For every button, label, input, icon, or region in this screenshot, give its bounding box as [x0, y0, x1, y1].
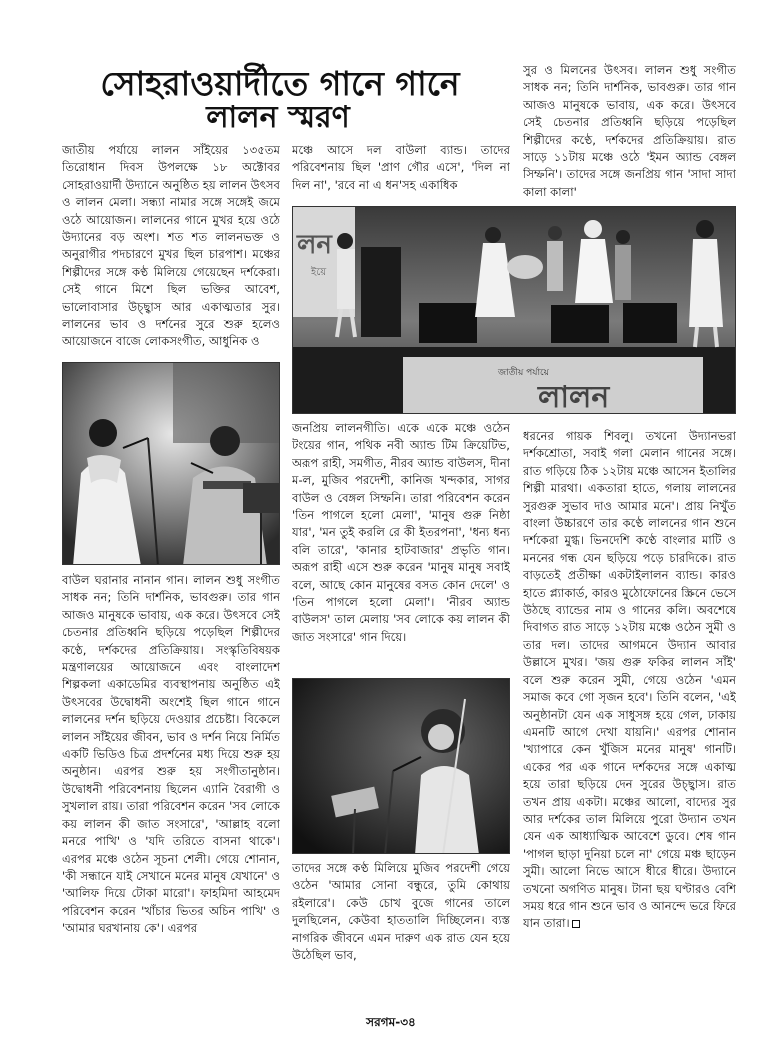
- headline-line-2: লালন স্মরণ: [206, 100, 350, 135]
- column-2-bottom-text: তাদের সঙ্গে কণ্ঠ মিলিয়ে মুজিব পরদেশী গেয়ে ওঠেন 'আমার সোনা বন্ধুরে, তুমি কোথায় রইলারে'। কেউ চোখ বুজে গানের তালে দুলছিলেন, কেউবা হাততালি দিচ্ছিলেন। ব্যস্ত নাগরিক জীবনে এমন দারুণ এক রাত যেন হয়ে উঠেছিল ভাব,: [292, 861, 510, 963]
- headline-line-1: সোহরাওয়ার্দীতে গানে গানে: [100, 64, 460, 103]
- banner-text-bottom-large: লালন: [538, 380, 610, 414]
- photo-female-singer-illustration: [293, 679, 510, 854]
- column-1-top-text: জাতীয় পর্যায়ে লালন সাঁইয়ের ১৩৫তম তিরোধান দিবস উপলক্ষে ১৮ অক্টোবর সোহরাওয়ার্দী উদ্যানে অনুষ্ঠিত হয় লালন উৎসব ও লালন মেলা। সন্ধ্যা নামার সঙ্গে সঙ্গেই জমে ওঠে আয়োজন। লালনের গানে মুখর হয়ে ওঠে উদ্যানের বড় অংশ। শত শত লালনভক্ত ও অনুরাগীর পদচারণে মুখর ছিল চারপাশ। মঞ্চের শিল্পীদের সঙ্গে কণ্ঠ মিলিয়ে গেয়েছেন দর্শকেরা। সেই গানে মিশে ছিল ভক্তির আবেশ, ভালোবাসার উচ্ছ্বাস আর একাত্মতার সুর। লালনের ভাব ও দর্শনের সুরে শুরু হলেও আয়োজনে বাজে লোকসংগীত, আধুনিক ও: [62, 143, 280, 349]
- column-2-middle-text: জনপ্রিয় লালনগীতি। একে একে মঞ্চে ওঠেন টংয়ের গান, পথিক নবী অ্যান্ড টিম ক্রিয়েটিভ, অরূপ রাহী, সমগীত, নীরব অ্যান্ড বাউলস, দীনা ম-ল, মুজিব পরদেশী, কানিজ খন্দকার, সাগর বাউল ও বেঙ্গল সিম্ফনি। তারা পরিবেশন করেন 'তিন পাগলে হলো মেলা', 'মানুষ গুরু নিষ্ঠা যার', 'মন তুই করলি রে কী ইতরপনা', 'ধন্য ধন্য বলি তারে', 'কানার হাটবাজার' প্রভৃতি গান। অরূপ রাহী এসে শুরু করেন 'মানুষ মানুষ সবাই বলে, আছে কোন মানুষের বসত কোন দেলে' ও 'তিন পাগলে হলো মেলা'। 'নীরব অ্যান্ড বাউলস' তাল মেলায় 'সব লোকে কয় লালন কী জাত সংসারে' গান দিয়ে।: [292, 421, 510, 644]
- photo-two-singers: [62, 362, 280, 565]
- column-1-bottom-text: বাউল ঘরানার নানান গান। লালন শুধু সংগীত সাধক নন; তিনি দার্শনিক, ভাবগুরু। তার গান আজও মানুষকে ভাবায়, এক করে। উৎসবে সেই চেতনার প্রতিধ্বনি ছড়িয়ে পড়েছিল শিল্পীদের কণ্ঠে, দর্শকদের প্রতিক্রিয়ায়। সংস্কৃতিবিষয়ক মন্ত্রণালয়ের আয়োজনে এবং বাংলাদেশ শিল্পকলা একাডেমির ব্যবস্থাপনায় অনুষ্ঠিত এই উৎসবের উদ্বোধনী অংশেই ছিল গানে গানে লালনের দর্শন ছড়িয়ে দেওয়ার প্রচেষ্টা। বিকেলে লালন সাঁইয়ের জীবন, ভাব ও দর্শন নিয়ে নির্মিত একটি ভিডিও চিত্র প্রদর্শনের মধ্য দিয়ে শুরু হয় অনুষ্ঠান। এরপর শুরু হয় সংগীতানুষ্ঠান। উদ্বোধনী পরিবেশনায় ছিলেন এ্যানি বৈরাগী ও সুখলাল রায়। তারা পরিবেশন করেন 'সব লোকে কয় লালন কী জাত সংসারে', 'আল্লাহ বলো মনরে পাখি' ও 'যদি তরিতে বাসনা থাকে'। এরপর মঞ্চে ওঠেন সূচনা শেলী। গেয়ে শোনান, 'কী সন্ধানে যাই সেখানে মনের মানুষ যেখানে' ও 'আলিফ দিয়ে টোকা মারো'। ফাহমিদা আহমেদ পরিবেশন করেন 'খাঁচার ভিতর অচিন পাখি' ও 'আমার ঘরখানায় কে'। এরপর: [62, 573, 280, 936]
- column-3-top-text: সুর ও মিলনের উৎসব। লালন শুধু সংগীত সাধক নন; তিনি দার্শনিক, ভাবগুরু। তার গান আজও মানুষকে ভাবায়, এক করে। উৎসবে সেই চেতনার প্রতিধ্বনি ছড়িয়ে পড়েছিল শিল্পীদের কণ্ঠে, দর্শকদের প্রতিক্রিয়ায়। রাত সাড়ে ১১টায় মঞ্চে ওঠে 'ইমন অ্যান্ড বেঙ্গল সিম্ফনি'। তাদের সঙ্গে জনপ্রিয় গান 'সাদা সাদা কালা কালা': [523, 63, 736, 199]
- column-2-top-text: মঞ্চে আসে দল বাউলা ব্যান্ড। তাদের পরিবেশনায় ছিল 'প্রাণ গৌর এসে', 'দিল না দিল না', 'রবে না এ ধন'সহ একাধিক: [292, 143, 510, 192]
- photo-two-singers-illustration: [63, 363, 280, 565]
- photo-band-illustration: [293, 207, 736, 414]
- photo-band-on-stage: [292, 206, 736, 414]
- end-mark-icon: [572, 920, 580, 928]
- banner-text-top-small: ইয়ে: [311, 267, 327, 278]
- page-footer: সরগম-৩৪: [366, 1015, 416, 1029]
- banner-text-top: লন: [297, 230, 332, 260]
- column-3-bottom-text: [523, 428, 736, 996]
- column-3-bottom-body: ধরনের গায়ক শিবলু। তখনো উদ্যানভরা দর্শকশ্রোতা, সবাই গলা মেলান গানের সঙ্গে। রাত গড়িয়ে ঠিক ১২টায় মঞ্চে আসেন ইতালির শিল্পী মারথা। একতারা হাতে, গলায় লালনের সুরগুরু সুভাব দাও আমার মনে'। প্রায় নিখুঁত বাংলা উচ্চারণে তার কণ্ঠে লালনের গান শুনে দর্শকেরা মুগ্ধ। ভিনদেশি কণ্ঠে বাংলার মাটি ও মননের গন্ধ যেন ছড়িয়ে পড়ে চারদিকে। রাত বাড়তেই প্রতীক্ষা একটাইলালন ব্যান্ড। কারও হাতে প্ল্যাকার্ড, কারও মুঠোফোনের স্ক্রিনে ভেসে উঠছে ব্যান্ডের নাম ও গানের কলি। অবশেষে দিবাগত রাত সাড়ে ১২টায় মঞ্চে ওঠেন সুমী ও তার দল। তাদের আগমনে উদ্যান আবার উল্লাসে মুখর। 'জয় গুরু ফকির লালন সাঁই' বলে শুরু করেন সুমী, গেয়ে ওঠেন 'এমন সমাজ কবে গো সৃজন হবে'। তিনি বলেন, 'এই অনুষ্ঠানটা যেন এক সাধুসঙ্গ হয়ে গেল, ঢাকায় এমনটি আগে দেখা যায়নি।' এরপর শোনান 'খ্যাপারে কেন খুঁজিস মনের মানুষ' গানটি। একের পর এক গানে দর্শকদের সঙ্গে একাত্ম হয়ে তারা ছড়িয়ে দেন সুরের উচ্ছ্বাস। রাত তখন প্রায় একটা। মঞ্চের আলো, বাদ্যের সুর আর দর্শকের তাল মিলিয়ে পুরো উদ্যান তখন যেন এক আধ্যাত্মিক আবেশে ডুবে। শেষ গান 'পাগল ছাড়া দুনিয়া চলে না' গেয়ে মঞ্চ ছাড়েন সুমী। আলো নিভে আসে ধীরে ধীরে। উদ্যানে তখনো অগণিত মানুষ। টানা ছয় ঘণ্টারও বেশি সময় ধরে গান শুনে ভাব ও আনন্দে ভরে ফিরে যান তারা।: [523, 429, 736, 931]
- photo-female-singer: [292, 678, 510, 854]
- banner-text-bottom-small: জাতীয় পর্যায়ে: [498, 368, 549, 378]
